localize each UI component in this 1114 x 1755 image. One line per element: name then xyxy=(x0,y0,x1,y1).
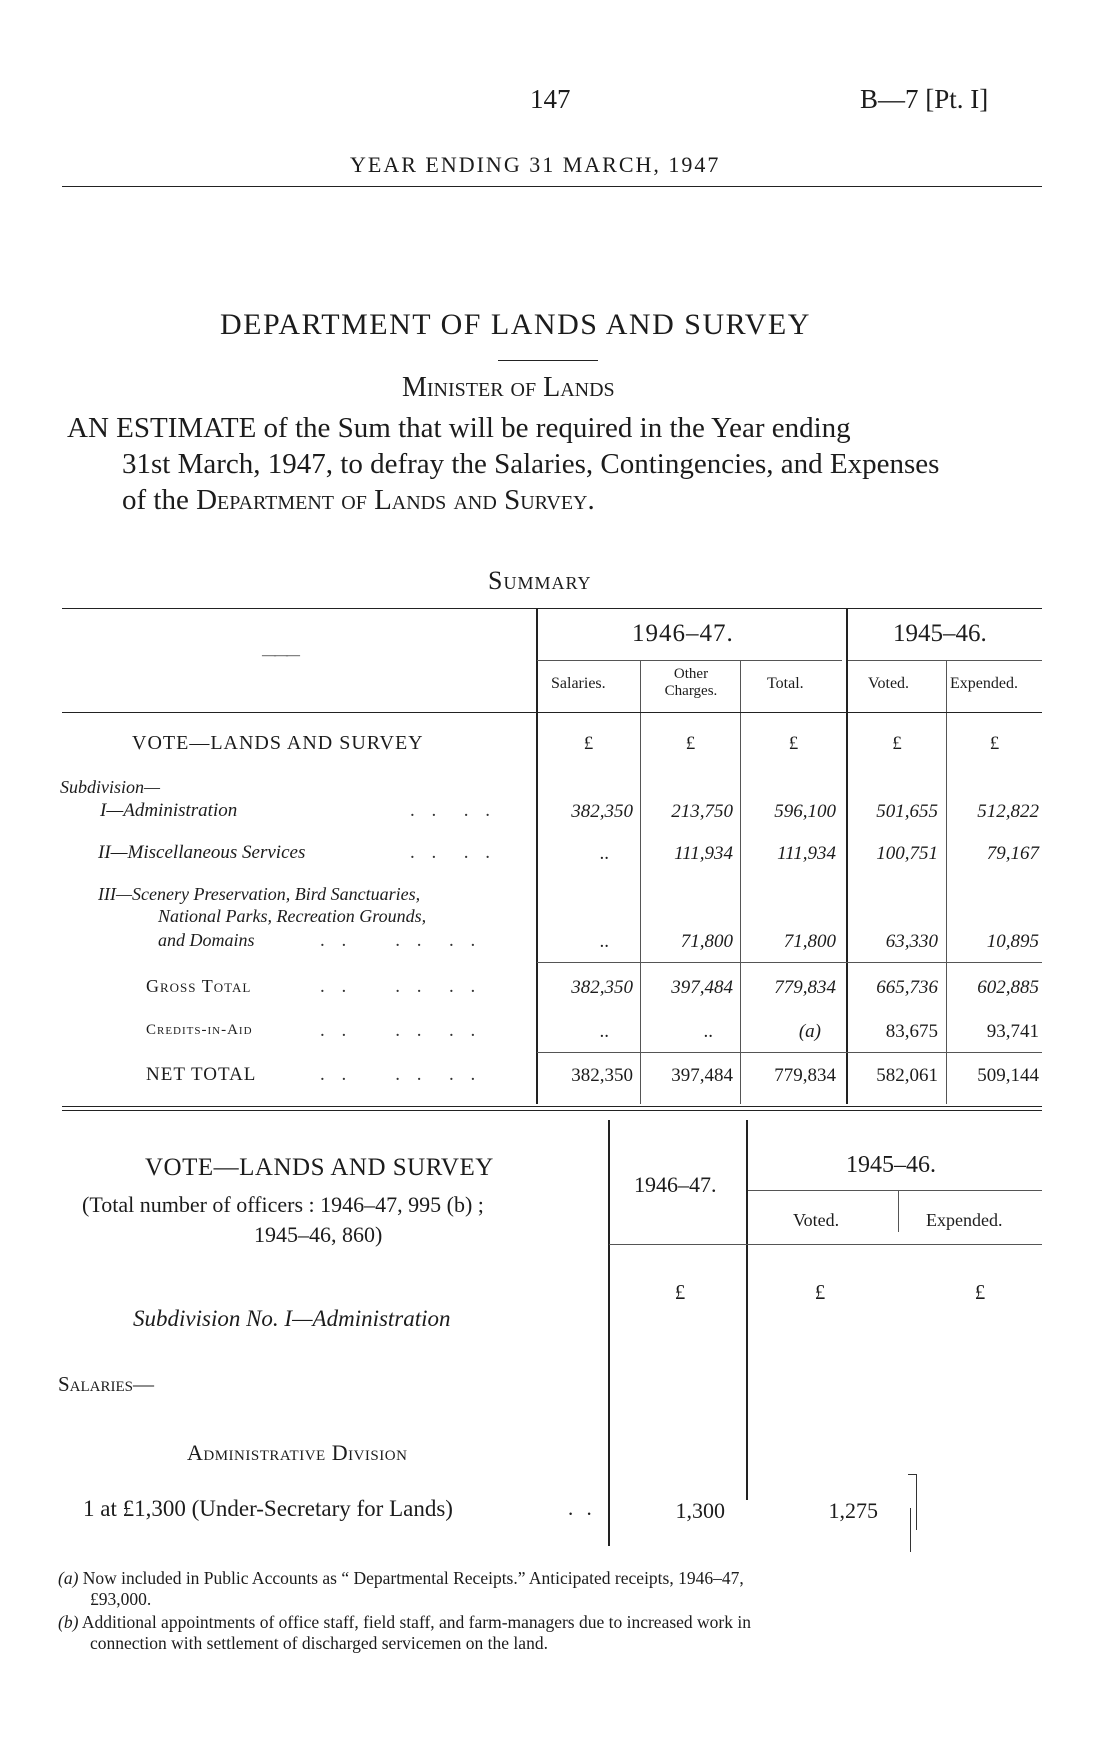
detail-col-expended: Expended. xyxy=(926,1210,1003,1230)
detail-col-line-1 xyxy=(608,1120,610,1546)
row3-label-line-1: III—Scenery Preservation, Bird Sanctuaries, xyxy=(98,884,421,904)
net-total: 779,834 xyxy=(774,1065,836,1086)
summary-vote-label: VOTE—LANDS AND SURVEY xyxy=(132,732,424,754)
footnote-b-line-1: Additional appointments of office staff, field staff, and farm-managers due to increased work in xyxy=(81,1612,751,1632)
estimate-line-1 xyxy=(67,412,851,445)
estimate-line-3-prefix: of the xyxy=(122,484,189,516)
row3-salaries: .. xyxy=(599,931,609,952)
footnote-b xyxy=(58,1612,1048,1654)
summary-heading: Summary xyxy=(488,566,592,595)
row2-dots: . . . . xyxy=(410,842,496,863)
gross-voted: 665,736 xyxy=(876,977,938,998)
summary-top-rule xyxy=(62,608,1042,609)
officers-line-1: (Total number of officers : 1946–47, 995 (b) ; xyxy=(82,1192,484,1217)
summary-bottom-rule-2 xyxy=(62,1110,1042,1111)
currency-voted: £ xyxy=(892,733,902,754)
net-other: 397,484 xyxy=(671,1065,733,1086)
footnote-a-line-1: Now included in Public Accounts as “ Departmental Receipts.” Anticipated receipts, 1946–47, xyxy=(82,1568,744,1588)
summary-bottom-rule-1 xyxy=(62,1106,1042,1107)
row3-label-line-3: and Domains xyxy=(158,930,255,950)
credits-expended: 93,741 xyxy=(986,1021,1039,1042)
department-title: DEPARTMENT OF LANDS AND SURVEY xyxy=(220,308,811,341)
col-voted: Voted. xyxy=(868,675,910,692)
detail-row1-label: 1 at £1,300 (Under-Secretary for Lands) xyxy=(83,1496,453,1521)
officers-line-2: 1945–46, 860) xyxy=(254,1222,383,1247)
net-total-label: NET TOTAL xyxy=(146,1064,257,1085)
row1-other: 213,750 xyxy=(671,801,733,822)
detail-bracket-lower xyxy=(910,1508,911,1552)
detail-row1-dots: . . xyxy=(568,1496,596,1520)
summary-subheader-rule-b xyxy=(848,660,1042,661)
net-voted: 582,061 xyxy=(876,1065,938,1086)
detail-header-rule-a xyxy=(748,1190,1042,1191)
detail-currency-voted: £ xyxy=(814,1280,826,1304)
row3-other: 71,800 xyxy=(680,931,733,952)
credits-in-aid-label: Credits-in-Aid xyxy=(146,1022,253,1038)
row2-salaries: .. xyxy=(599,843,609,864)
row2-expended: 79,167 xyxy=(986,843,1039,864)
col-other-line-2: Charges. xyxy=(664,683,718,699)
title-short-rule xyxy=(498,360,598,361)
detail-col-line-2 xyxy=(746,1120,748,1500)
currency-salaries: £ xyxy=(583,733,594,754)
credits-salaries: .. xyxy=(599,1021,609,1042)
credits-voted: 83,675 xyxy=(885,1021,938,1042)
currency-other: £ xyxy=(685,733,696,754)
detail-bracket-vert xyxy=(916,1474,917,1530)
summary-subheader-rule-a xyxy=(537,660,842,661)
gross-total: 779,834 xyxy=(774,977,836,998)
footnote-b-marker: (b) xyxy=(58,1612,79,1632)
detail-vote-label: VOTE—LANDS AND SURVEY xyxy=(145,1154,494,1181)
salaries-heading: Salaries— xyxy=(58,1372,155,1396)
detail-col-voted: Voted. xyxy=(793,1210,840,1230)
credits-other: .. xyxy=(703,1021,713,1042)
currency-total: £ xyxy=(788,733,799,754)
row1-label: I—Administration xyxy=(100,800,238,821)
row2-label: II—Miscellaneous Services xyxy=(98,842,306,863)
gross-expended: 602,885 xyxy=(977,977,1039,998)
gross-total-label: Gross Total xyxy=(146,976,252,996)
gross-salaries: 382,350 xyxy=(571,977,633,998)
estimate-lead: AN ESTIMATE xyxy=(67,412,257,444)
estimate-line-1-rest: of the Sum that will be required in the Year ending xyxy=(263,412,851,444)
col-expended: Expended. xyxy=(950,675,1018,692)
detail-currency-1946: £ xyxy=(674,1280,686,1304)
detail-col-1946-47: 1946–47. xyxy=(634,1172,717,1197)
detail-col-line-3 xyxy=(898,1190,899,1232)
row3-expended: 10,895 xyxy=(986,931,1039,952)
row3-dots: . . . . . . xyxy=(320,930,482,951)
group-1946-47: 1946–47. xyxy=(632,620,734,647)
currency-expended: £ xyxy=(989,733,1000,754)
row3-total: 71,800 xyxy=(783,931,836,952)
subdivision-label: Subdivision— xyxy=(60,777,161,797)
row1-salaries: 382,350 xyxy=(571,801,633,822)
estimate-line-2: 31st March, 1947, to defray the Salaries, Contingencies, and Expenses xyxy=(122,448,940,480)
summary-header-dash: ——— xyxy=(262,648,298,663)
detail-row1-1946: 1,300 xyxy=(675,1498,725,1523)
net-expended: 509,144 xyxy=(977,1065,1039,1086)
col-total: Total. xyxy=(767,675,804,692)
footnote-b-line-2: connection with settlement of discharged servicemen on the land. xyxy=(90,1633,548,1653)
row1-total: 596,100 xyxy=(774,801,836,822)
detail-row1-voted: 1,275 xyxy=(828,1498,878,1523)
row2-other: 111,934 xyxy=(674,843,733,864)
footnote-a-marker: (a) xyxy=(58,1568,79,1588)
administrative-division-heading: Administrative Division xyxy=(187,1440,408,1465)
credits-total: (a) xyxy=(798,1021,821,1042)
credits-dots: . . . . . . xyxy=(320,1020,482,1041)
row3-label-line-2: National Parks, Recreation Grounds, xyxy=(158,906,427,926)
detail-currency-expended: £ xyxy=(974,1280,986,1304)
page-number: 147 xyxy=(530,84,571,114)
detail-header-rule-b xyxy=(609,1244,1042,1245)
estimate-line-3-dept: Department of Lands and Survey. xyxy=(196,484,595,516)
row1-voted: 501,655 xyxy=(876,801,938,822)
row2-voted: 100,751 xyxy=(876,843,938,864)
net-dots: . . . . . . xyxy=(320,1064,482,1085)
minister-heading: Minister of Lands xyxy=(402,372,615,403)
footnote-a xyxy=(58,1568,1048,1610)
detail-bracket-top xyxy=(908,1474,916,1475)
credits-rule xyxy=(537,1052,1042,1053)
col-salaries: Salaries. xyxy=(551,675,606,692)
year-ending-heading: YEAR ENDING 31 MARCH, 1947 xyxy=(350,152,721,177)
row1-expended: 512,822 xyxy=(977,801,1039,822)
estimate-line-3 xyxy=(122,484,595,517)
footnote-a-line-2: £93,000. xyxy=(90,1589,152,1609)
summary-header-bottom-rule xyxy=(62,712,1042,713)
row3-voted: 63,330 xyxy=(885,931,938,952)
header-rule xyxy=(62,186,1042,187)
col-other-charges xyxy=(641,666,741,700)
gross-other: 397,484 xyxy=(671,977,733,998)
row1-dots: . . . . xyxy=(410,800,496,821)
row3-total-rule xyxy=(537,962,1042,963)
detail-subdivision: Subdivision No. I—Administration xyxy=(133,1306,451,1331)
detail-col-1945-46: 1945–46. xyxy=(846,1152,936,1178)
document-reference: B—7 [Pt. I] xyxy=(860,84,989,114)
col-other-line-1: Other xyxy=(673,666,709,682)
group-1945-46: 1945–46. xyxy=(893,620,987,647)
gross-dots: . . . . . . xyxy=(320,976,482,997)
row2-total: 111,934 xyxy=(777,843,836,864)
net-salaries: 382,350 xyxy=(571,1065,633,1086)
